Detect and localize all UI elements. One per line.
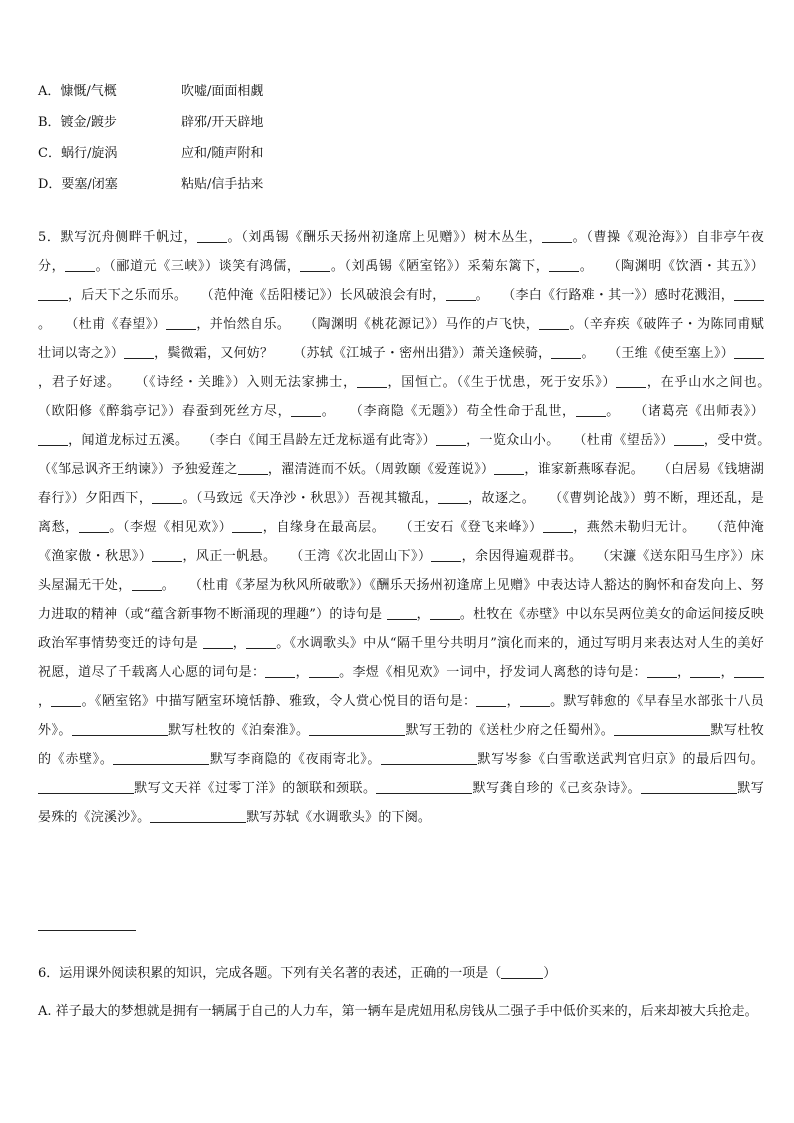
- q5-text: 5．默写沉舟侧畔千帆过，: [38, 230, 198, 245]
- answer-blank[interactable]: [152, 548, 182, 562]
- option-a-right: 吹嘘/面面相觑: [181, 84, 264, 99]
- answer-blank[interactable]: [542, 229, 572, 243]
- q5-text: 。《陋室铭》中描写陋室环境恬静、雅致，令人赏心悦目的语句是：: [81, 694, 477, 709]
- answer-blank[interactable]: [38, 287, 68, 301]
- answer-blank[interactable]: [431, 548, 461, 562]
- q5-text: 。 （李商隐《无题》）苟全性命于乱世，: [321, 404, 576, 419]
- q5-text: 。 （杜甫《茅屋为秋风所破歌》）《酬乐天扬州初逢席上见赠》中表达诗人豁达的胸怀和奋发向上、努力进取的精神（或“蕴含新事物不断涌现的理趣”）的诗句是: [38, 578, 764, 622]
- q5-text: ，自缘身在最高层。 （王安石《登飞来峰》）: [262, 520, 543, 535]
- answer-blank[interactable]: [238, 461, 268, 475]
- answer-blank[interactable]: [551, 345, 581, 359]
- answer-blank[interactable]: [291, 403, 321, 417]
- answer-blank[interactable]: [690, 664, 720, 678]
- answer-blank[interactable]: [197, 229, 227, 243]
- answer-blank[interactable]: [38, 432, 68, 446]
- answer-blank[interactable]: [647, 664, 677, 678]
- q5-text: 。 （李白《行路难・其一》）感时花溅泪，: [475, 288, 734, 303]
- q5-text: 。默写韩愈的《早春呈水部张十八员外》。: [38, 694, 765, 738]
- answer-blank[interactable]: [357, 374, 387, 388]
- answer-blank[interactable]: [543, 519, 573, 533]
- q5-text: ，: [295, 665, 309, 680]
- q5-text: ，故逐之。 （《曹刿论战》）剪不断，理还乱，是离愁，: [38, 491, 764, 535]
- answer-blank[interactable]: [309, 664, 339, 678]
- q5-text: ，濯清涟而不妖。（周敦颐《爱莲说》）: [267, 462, 495, 477]
- q5-text: ，: [232, 636, 247, 651]
- q5-text: 。 （王维《使至塞上》）: [581, 346, 734, 361]
- answer-blank[interactable]: [576, 403, 606, 417]
- q5-text: ，风正一帆悬。 （王湾《次北固山下》）: [182, 549, 432, 564]
- answer-blank[interactable]: [246, 635, 276, 649]
- q5-text: ，闻道龙标过五溪。 （李白《闻王昌龄左迁龙标遥有此寄》）: [68, 433, 436, 448]
- answer-blank[interactable]: [734, 664, 764, 678]
- option-b-right: 辟邪/开天辟地: [181, 115, 264, 130]
- answer-blank[interactable]: [387, 606, 417, 620]
- q5-text: 。 （陶渊明《饮酒・其五》）: [579, 259, 765, 274]
- option-b-left: B．镀金/踱步: [38, 115, 117, 130]
- q5-text: 。《水调歌头》中从“隔千里兮共明月”演化而来的，通过写明月来表达对人生的美好祝愿，道尽了千载离人心愿的词句是：: [38, 636, 765, 680]
- q6-stem-close: ）: [543, 966, 557, 981]
- q5-text: 默写杜牧的《泊秦淮》。: [167, 723, 310, 738]
- option-d-left: D．要塞/闭塞: [38, 177, 118, 192]
- answer-blank[interactable]: [476, 693, 506, 707]
- option-d-right: 粘贴/信手拈来: [181, 177, 264, 192]
- q5-text: 默写李商隐的《夜雨寄北》。: [209, 752, 382, 767]
- answer-blank[interactable]: [265, 664, 295, 678]
- answer-blank[interactable]: [674, 432, 704, 446]
- answer-blank[interactable]: [501, 965, 543, 979]
- q5-text: 。（刘禹锡《陋室铭》）采菊东篱下，: [330, 259, 550, 274]
- option-a-left: A．慷慨/气概: [38, 84, 117, 99]
- q5-text: ，受中赏。 （《邹忌讽齐王纳谏》）予独爱莲之: [38, 433, 791, 477]
- answer-blank[interactable]: [436, 432, 466, 446]
- q5-text: 默写文天祥《过零丁洋》的颔联和颈联。: [134, 781, 377, 796]
- answer-blank[interactable]: [132, 577, 162, 591]
- answer-blank[interactable]: [65, 258, 95, 272]
- answer-line[interactable]: [38, 930, 136, 931]
- option-a: [38, 84, 263, 100]
- answer-blank[interactable]: [203, 635, 233, 649]
- answer-blank[interactable]: [150, 809, 246, 823]
- answer-blank[interactable]: [79, 519, 109, 533]
- answer-blank[interactable]: [430, 606, 460, 620]
- q5-text: ，国恒亡。（《生于忧患，死于安乐》）: [386, 375, 617, 390]
- question-5: [38, 223, 791, 832]
- answer-blank[interactable]: [438, 490, 468, 504]
- q5-text: ，并怡然自乐。 （陶渊明《桃花源记》）马作的卢飞快，: [196, 317, 540, 332]
- q5-text: 默写岑参《白雪歌送武判官归京》的最后四句。: [477, 752, 765, 767]
- option-c: [38, 146, 263, 162]
- q5-text: 默写杜牧的《赤壁》。: [38, 723, 764, 767]
- answer-blank[interactable]: [539, 316, 569, 330]
- q5-text: 。 （杜甫《春望》）: [38, 317, 167, 332]
- q5-text: 默写王勃的《送杜少府之任蜀州》。: [405, 723, 615, 738]
- answer-blank[interactable]: [494, 461, 524, 475]
- q5-text: 。（李煜《相见欢》）: [108, 520, 233, 535]
- answer-blank[interactable]: [300, 258, 330, 272]
- answer-blank[interactable]: [734, 345, 764, 359]
- q5-text: 默写苏轼《水调歌头》的下阕。: [246, 810, 432, 825]
- answer-blank[interactable]: [734, 287, 764, 301]
- answer-blank[interactable]: [381, 751, 477, 765]
- q6-stem-text: 6．运用课外阅读积累的知识，完成各题。下列有关名著的表述，正确的一项是（: [38, 966, 502, 981]
- q5-text: 默写晏殊的《浣溪沙》。: [38, 781, 764, 825]
- q5-text: ，君子好逑。 （《诗经・关雎》）入则无法家拂士，: [38, 375, 357, 390]
- q5-text: ，余因得遍观群书。 （宋濂《送东阳马生序》）床头屋漏无干处，: [38, 549, 764, 593]
- q5-text: ，谁家新燕啄春泥。 （白居易《钱塘湖春行》）夕阳西下，: [38, 462, 764, 506]
- answer-blank[interactable]: [38, 780, 134, 794]
- q5-text: 。（刘禹锡《酬乐天扬州初逢席上见赠》）树木丛生，: [227, 230, 543, 245]
- answer-blank[interactable]: [232, 519, 262, 533]
- option-d: [38, 177, 263, 193]
- answer-blank[interactable]: [641, 780, 737, 794]
- q5-text: 。（郦道元《三峡》）谈笑有鸿儒，: [95, 259, 301, 274]
- answer-blank[interactable]: [166, 316, 196, 330]
- q5-text: ，一览众山小。 （杜甫《望岳》）: [465, 433, 674, 448]
- answer-blank[interactable]: [309, 722, 405, 736]
- answer-blank[interactable]: [614, 722, 710, 736]
- q5-text: ，: [720, 665, 735, 680]
- answer-blank[interactable]: [51, 693, 81, 707]
- q5-text: ，: [38, 694, 52, 709]
- question-6-option-a: A. 祥子最大的梦想就是拥有一辆属于自己的人力车，第一辆车是虎妞用私房钱从二强子手中低价买来的，后来却被大兵抢走。: [38, 1004, 758, 1019]
- option-b: [38, 115, 263, 131]
- q5-text: 。李煜《相见欢》一词中，抒发词人离愁的诗句是：: [339, 665, 647, 680]
- q5-text: ，: [506, 694, 520, 709]
- answer-blank[interactable]: [124, 345, 154, 359]
- answer-blank[interactable]: [152, 490, 182, 504]
- answer-blank[interactable]: [520, 693, 550, 707]
- q5-text: ，燕然未勒归无计。 （范仲淹《渔家傲・秋思》）: [38, 520, 764, 564]
- q5-text: 默写龚自珍的《己亥杂诗》。: [472, 781, 642, 796]
- q5-text: 。（辛弃疾《破阵子・为陈同甫赋壮词以寄之》）: [38, 317, 764, 361]
- option-c-left: C．蜗行/旋涡: [38, 146, 118, 161]
- q5-text: ，鬓微霜，又何妨？ （苏轼《江城子・密州出猎》）萧关逢候骑，: [154, 346, 552, 361]
- answer-blank[interactable]: [376, 780, 472, 794]
- answer-blank[interactable]: [549, 258, 579, 272]
- q5-text: ，在乎山水之间也。 （欧阳修《醉翁亭记》）春蚕到死丝方尽，: [38, 375, 791, 419]
- q5-text: 。（马致远《天净沙・秋思》）吾视其辙乱，: [182, 491, 438, 506]
- q5-text: ，: [676, 665, 691, 680]
- answer-blank[interactable]: [72, 722, 168, 736]
- option-c-right: 应和/随声附和: [181, 146, 264, 161]
- answer-blank[interactable]: [113, 751, 209, 765]
- answer-blank[interactable]: [446, 287, 476, 301]
- q5-text: 。（曹操《观沧海》）自非亭午夜分，: [38, 230, 764, 274]
- q5-text: 。杜牧在《赤壁》中以东吴两位美女的命运间接反映政治军事情势变迁的诗句是: [38, 607, 764, 651]
- question-6-stem: [38, 964, 764, 984]
- q5-text: ，: [416, 607, 430, 622]
- q5-text: 。 （诸葛亮《出师表》）: [605, 404, 764, 419]
- q5-text: ，后天下之乐而乐。 （范仲淹《岳阳楼记》）长风破浪会有时，: [68, 288, 446, 303]
- answer-blank[interactable]: [616, 374, 646, 388]
